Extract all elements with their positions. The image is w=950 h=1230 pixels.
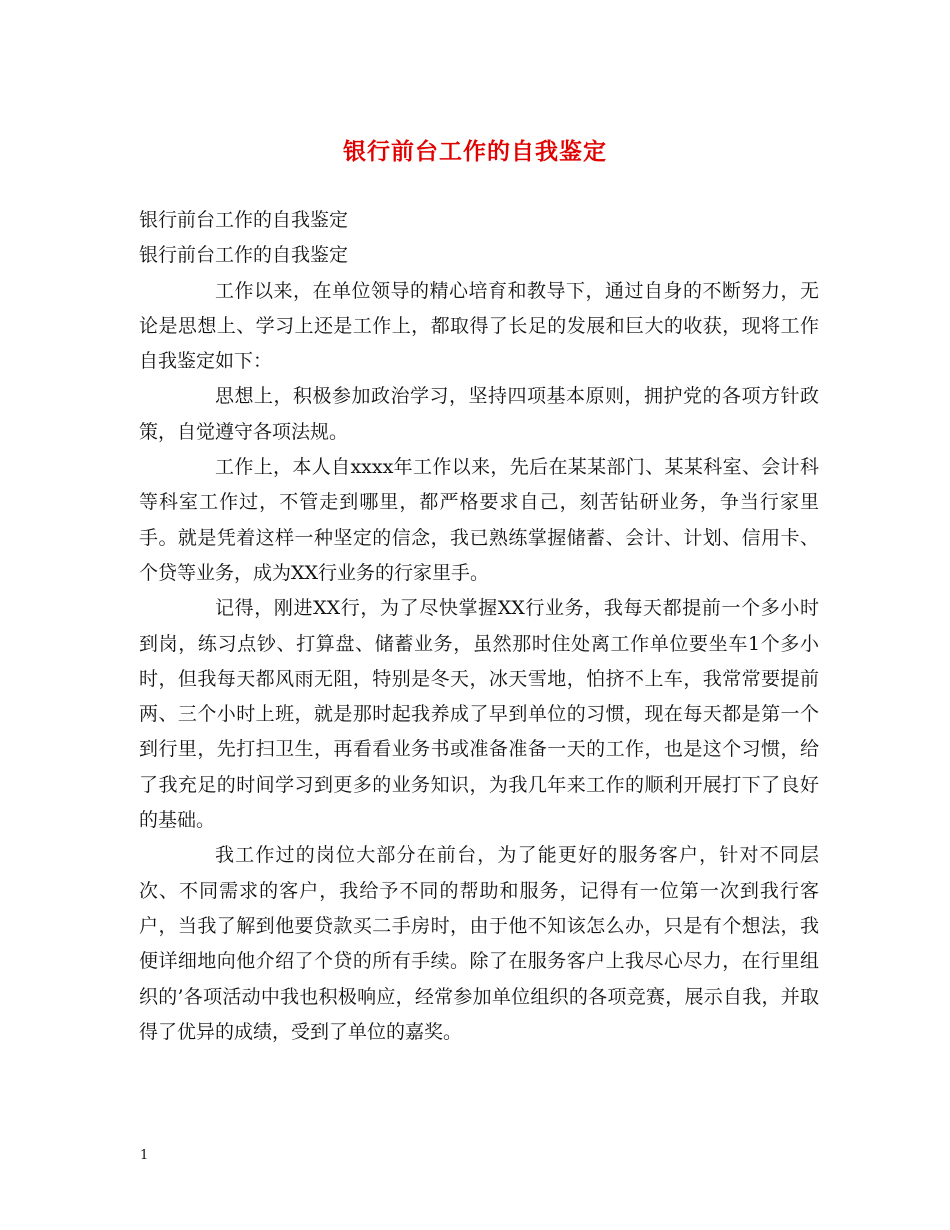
document-title: 银行前台工作的自我鉴定 xyxy=(343,138,607,165)
page-number: 1 xyxy=(140,1148,149,1163)
subtitle-line: 银行前台工作的自我鉴定 xyxy=(139,244,349,267)
body-paragraph: 我工作过的岗位大部分在前台，为了能更好的服务客户，针对不同层次、不同需求的客户，我给予不同的帮助和服务，记得有一位第一次到我行客户，当我了解到他要贷款买二手房时，由于他不知该怎么办，只是有个想法，我便详细地向他介绍了个贷的所有手续。除了在服务客户上我尽心尽力，在行里组织的’各项活动中我也积极响应，经常参加单位组织的各项竞赛，展示自我，并取得了优异的成绩，受到了单位的嘉奖。 xyxy=(139,844,819,1043)
document-body xyxy=(139,203,819,1050)
body-paragraph: 工作以来，在单位领导的精心培育和教导下，通过自身的不断努力，无论是思想上、学习上还是工作上，都取得了长足的发展和巨大的收获，现将工作自我鉴定如下： xyxy=(139,279,819,373)
subtitle-line: 银行前台工作的自我鉴定 xyxy=(139,209,349,231)
body-paragraph: 工作上，本人自xxxx年工作以来，先后在某某部门、某某科室、会计科等科室工作过，不管走到哪里，都严格要求自己，刻苦钻研业务，争当行家里手。就是凭着这样一种坚定的信念，我已熟练掌握储蓄、会计、计划、信用卡、个贷等业务，成为XX行业务的行家里手。 xyxy=(139,456,819,584)
body-paragraph: 记得，刚进XX行，为了尽快掌握XX行业务，我每天都提前一个多小时到岗，练习点钞、打算盘、储蓄业务，虽然那时住处离工作单位要坐车1个多小时，但我每天都风雨无阻，特别是冬天，冰天雪地，怕挤不上车，我常常要提前两、三个小时上班，就是那时起我养成了早到单位的习惯，现在每天都是第一个到行里，先打扫卫生，再看看业务书或准备准备一天的工作，也是这个习惯，给了我充足的时间学习到更多的业务知识，为我几年来工作的顺利开展打下了良好的基础。 xyxy=(139,597,819,832)
body-paragraph: 思想上，积极参加政治学习，坚持四项基本原则，拥护党的各项方针政策，自觉遵守各项法规。 xyxy=(139,385,819,443)
